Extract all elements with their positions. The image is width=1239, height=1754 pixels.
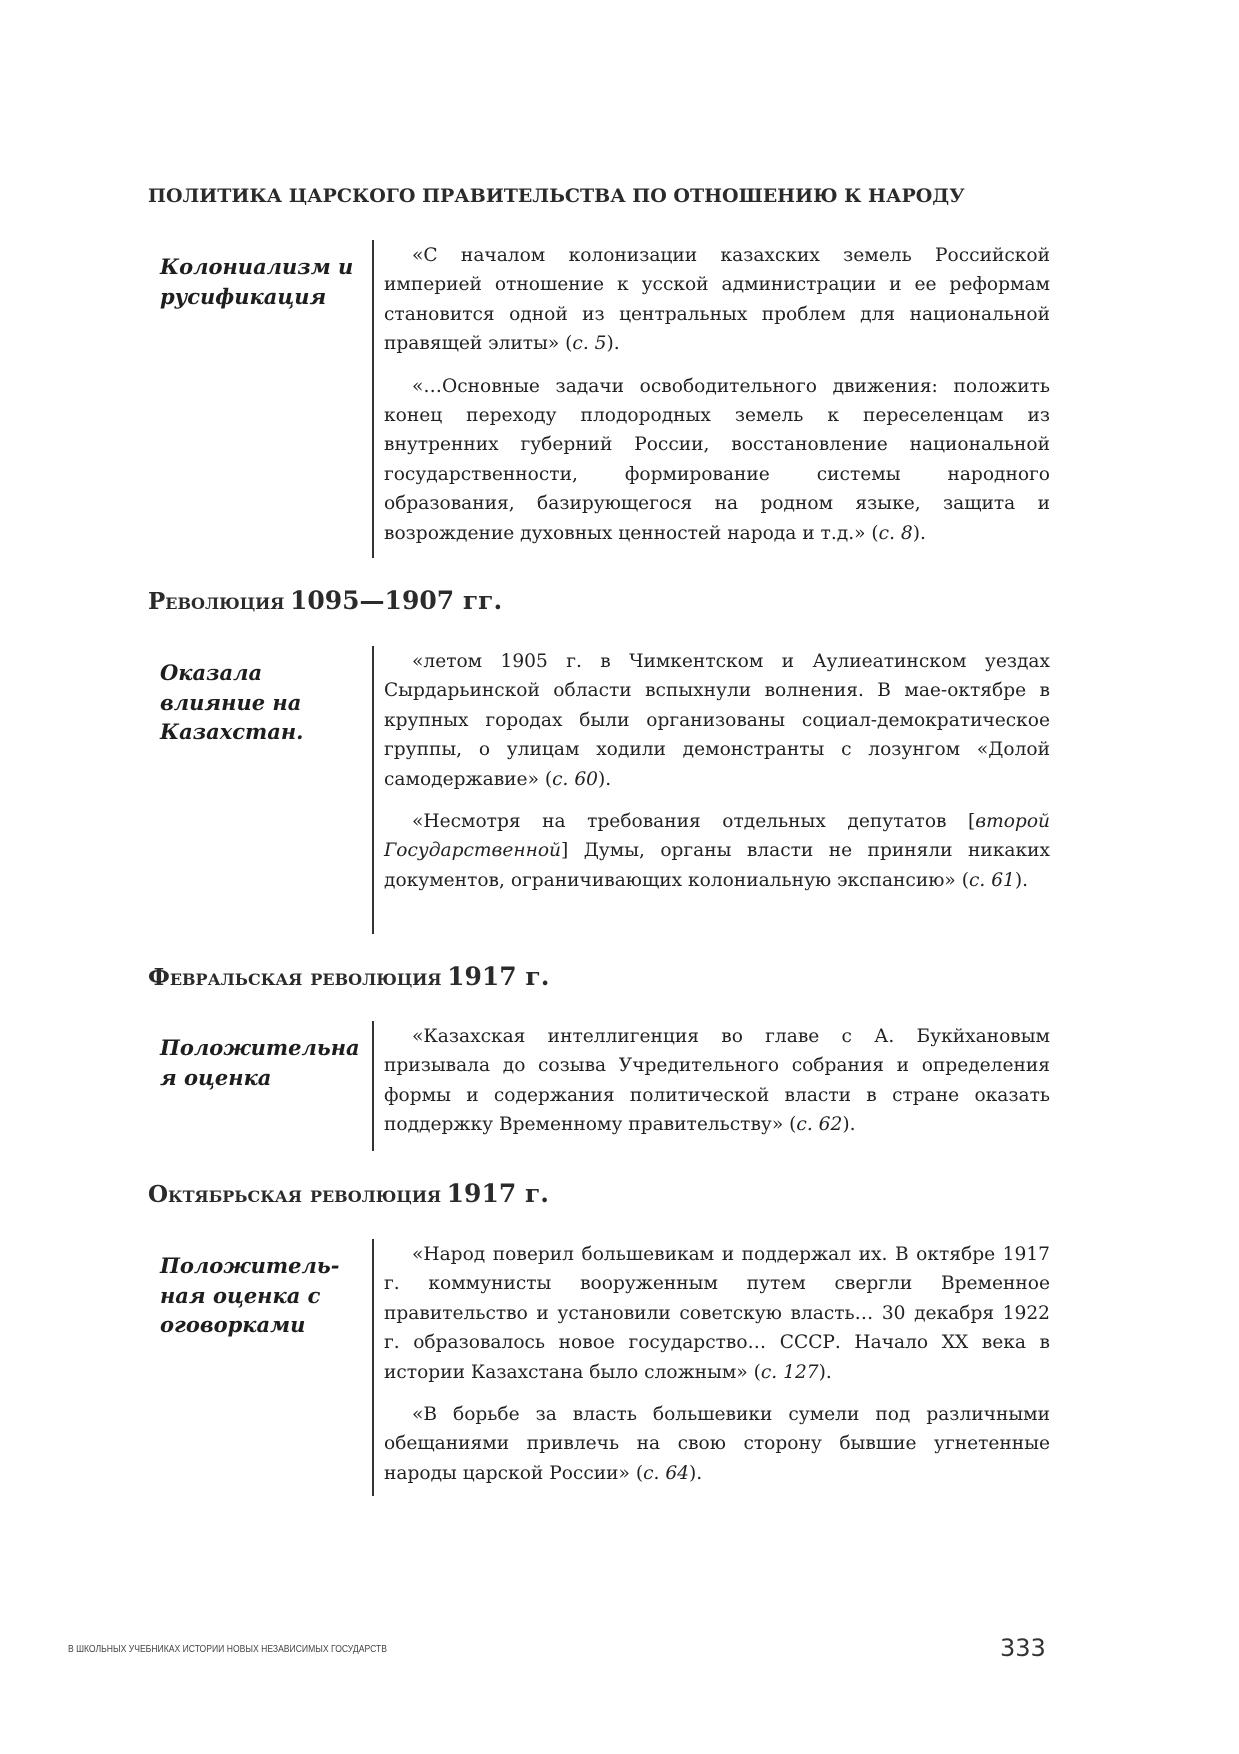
quote-text: ] Думы, органы власти не приняли никаких документов, ограничивающих колониальную экспансию» (	[384, 840, 1050, 891]
editorial-insert: второй Государственной	[384, 811, 1050, 862]
page-reference: с. 127	[760, 1361, 819, 1383]
quote-paragraph	[384, 647, 1050, 794]
vertical-divider	[372, 1239, 374, 1496]
section-label: Оказала влияние на Казахстан.	[160, 660, 304, 744]
quote-end: ).	[606, 333, 620, 355]
section-tsarist-policy	[148, 240, 1052, 558]
vertical-divider	[372, 1021, 374, 1151]
quote-paragraph	[384, 241, 1050, 359]
quotes-column	[384, 241, 1050, 561]
heading-number: 1917 г.	[447, 962, 550, 991]
section-label: Положитель-ная оценка с оговорками	[160, 1253, 340, 1337]
section-label: Колониализм и русификация	[160, 254, 354, 309]
heading-text: Октябрьская революция	[148, 1181, 442, 1208]
vertical-divider	[372, 646, 374, 934]
quote-end: ).	[842, 1114, 856, 1136]
quote-paragraph	[384, 1400, 1050, 1488]
quote-end: ).	[912, 522, 926, 544]
quote-text: «С началом колонизации казахских земель Российской империей отношение к усской администрации и ее реформам становится одной из центральных проблем для национальной правящей элиты» (	[384, 245, 1050, 355]
page-reference: с. 8	[878, 522, 913, 544]
section-heading-revolution-1905	[148, 586, 502, 615]
section-heading-october-revolution	[148, 1179, 549, 1208]
quote-text: «Несмотря на требования отдельных депутатов [	[412, 811, 976, 833]
section-heading-february-revolution	[148, 962, 549, 991]
quote-end: ).	[818, 1361, 832, 1383]
quotes-column	[384, 1022, 1050, 1153]
section-label: Положительна я оценка	[160, 1035, 360, 1090]
running-footer-title: В ШКОЛЬНЫХ УЧЕБНИКАХ ИСТОРИИ НОВЫХ НЕЗАВИСИМЫХ ГОСУДАРСТВ	[68, 1644, 388, 1655]
quote-paragraph	[384, 807, 1050, 895]
quote-text: «Народ поверил большевикам и поддержал их. В октябре 1917 г. коммунисты вооруженным путем свергли Временное правительство и установили советскую власть… 30 декабря 1922 г. образовалось новое государство… СССР. Начало XX века в истории Казахстана было сложным» (	[384, 1244, 1050, 1383]
section-february-revolution	[148, 1021, 1052, 1151]
quote-paragraph	[384, 1022, 1050, 1140]
page-reference: с. 64	[643, 1462, 689, 1484]
heading-number: 1917 г.	[446, 1179, 549, 1208]
section-revolution-1905	[148, 646, 1052, 934]
heading-text: Революция	[148, 588, 285, 615]
quotes-column	[384, 1240, 1050, 1501]
quote-end: ).	[1014, 869, 1029, 891]
heading-number: 1095—1907 гг.	[289, 586, 503, 615]
page-reference: с. 61	[968, 869, 1015, 891]
quote-end: ).	[688, 1462, 703, 1484]
quote-text: «В борьбе за власть большевики сумели под различными обещаниями привлечь на свою сторону бывшие угнетенные народы царской России» (	[384, 1404, 1050, 1484]
quote-paragraph	[384, 372, 1050, 548]
page-reference: с. 62	[796, 1114, 843, 1136]
heading-text: Февральская революция	[148, 964, 442, 991]
quote-text: «Казахская интеллигенция во главе с А. Букйхановым призывала до созыва Учредительного собрания и определения формы и содержания политической власти в стране оказать поддержку Временному правительству» (	[384, 1026, 1050, 1136]
page-reference: с. 60	[552, 768, 599, 790]
quote-text: «летом 1905 г. в Чимкентском и Аулиеатинском уездах Сырдарьинской области вспыхнули волнения. В мае-октябре в крупных городах были организованы социал-демократическое группы, о улицам ходили демонстранты с лозунгом «Долой самодержавие» (	[384, 651, 1050, 790]
section-heading-tsarist-policy	[148, 185, 965, 207]
quote-text: «…Основные задачи освободительного движения: положить конец переходу плодородных земель к переселенцам из внутренних губерний России, восстановление национальной государственности, формирование системы народного образования, базирующегося на родном языке, защита и возрождение духовных ценностей народа и т.д.» (	[384, 375, 1050, 544]
quote-end: ).	[598, 768, 612, 790]
page-reference: с. 5	[572, 333, 607, 355]
quotes-column	[384, 647, 1050, 908]
quote-paragraph	[384, 1240, 1050, 1387]
section-october-revolution	[148, 1239, 1052, 1496]
page-number: 333	[1000, 1634, 1046, 1662]
vertical-divider	[372, 240, 374, 558]
heading-text: ПОЛИТИКА ЦАРСКОГО ПРАВИТЕЛЬСТВА ПО ОТНОШЕНИЮ К НАРОДУ	[148, 185, 965, 207]
